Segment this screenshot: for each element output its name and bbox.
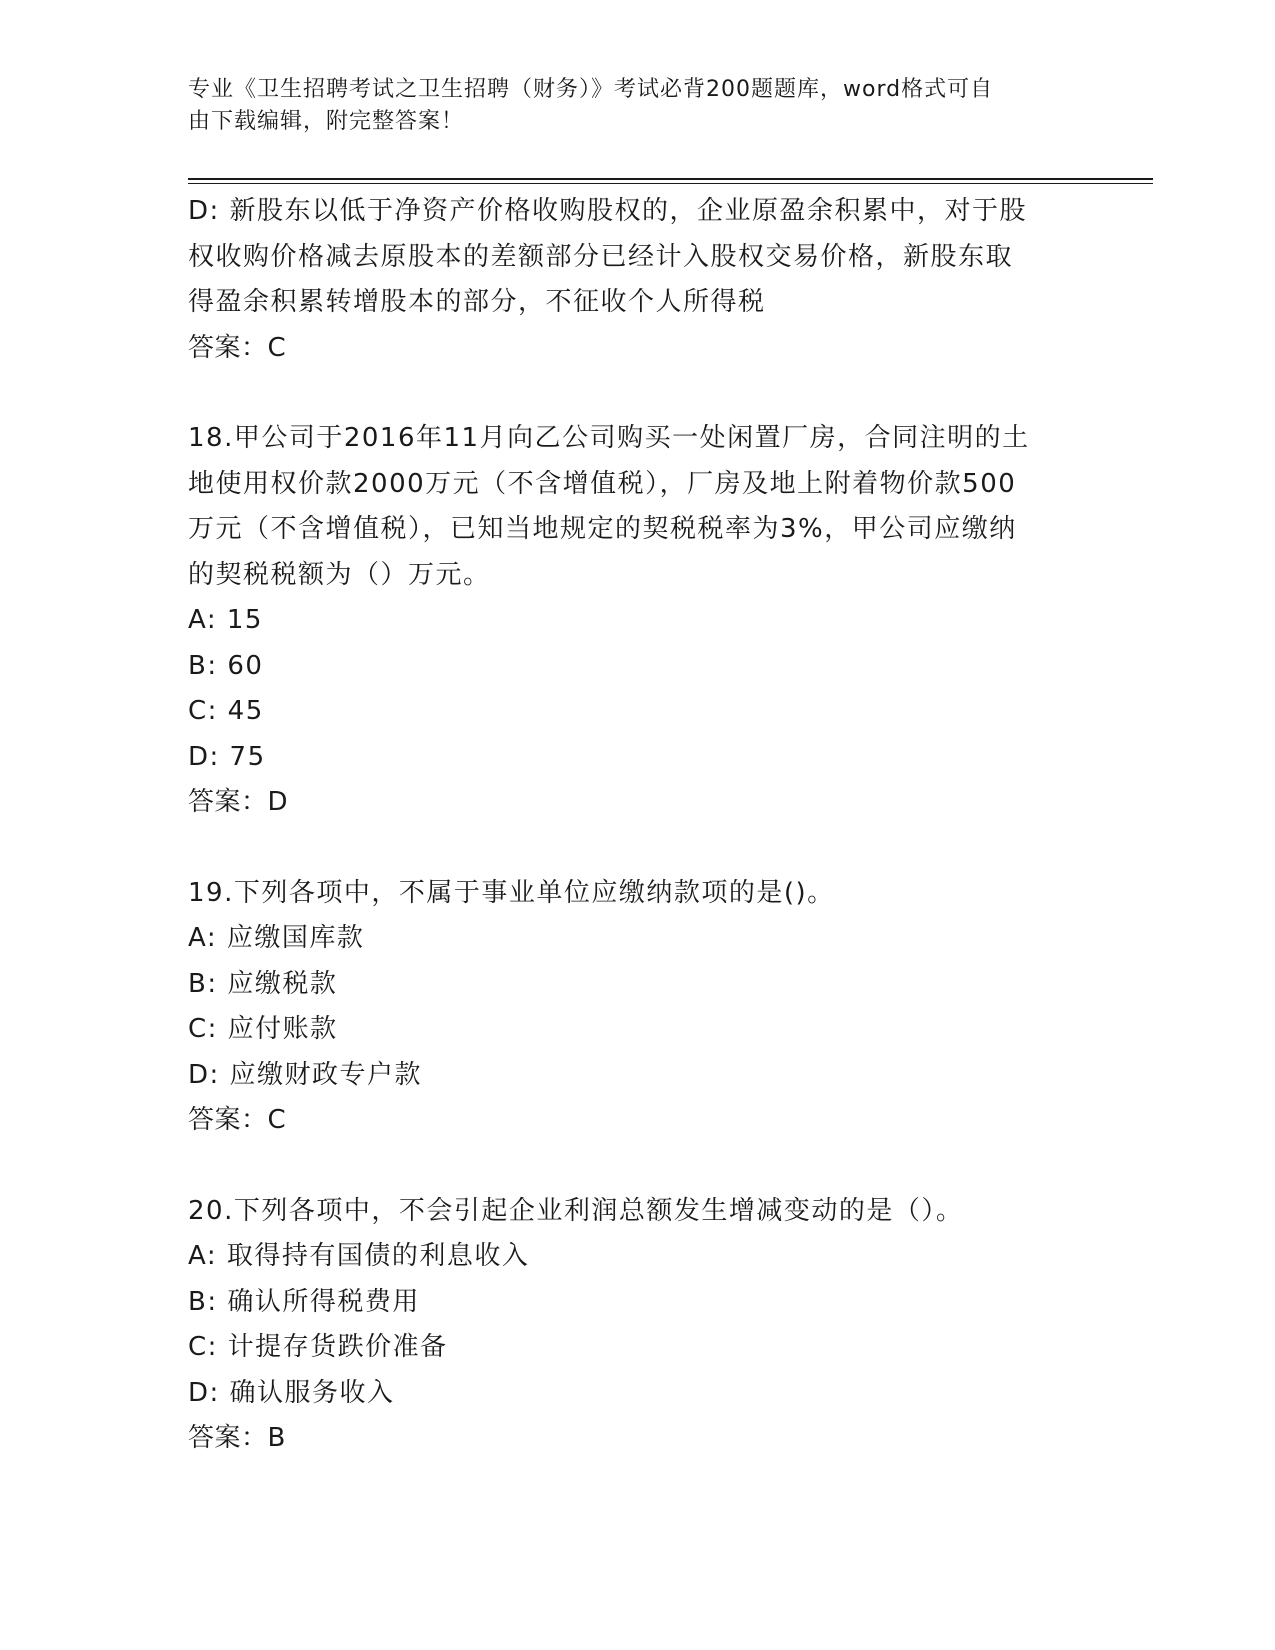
question-stem-line: 地使用权价款2000万元（不含增值税），厂房及地上附着物价款500 — [188, 468, 1017, 499]
question-stem-line: 19.下列各项中，不属于事业单位应缴纳款项的是()。 — [188, 877, 835, 908]
question-19 — [188, 871, 1088, 1144]
answer-line: 答案：C — [188, 1105, 287, 1135]
option-c: C: 应付账款 — [188, 1014, 338, 1044]
option-a: A: 15 — [188, 605, 263, 635]
spacer — [188, 826, 1088, 871]
option-c: C: 45 — [188, 696, 264, 726]
answer-line: 答案：C — [188, 332, 287, 363]
document-body — [188, 189, 1088, 1462]
option-b: B: 确认所得税费用 — [188, 1286, 420, 1317]
option-d-line: D: 新股东以低于净资产价格收购股权的，企业原盈余积累中，对于股 — [188, 196, 1028, 226]
option-a: A: 取得持有国债的利息收入 — [188, 1241, 530, 1271]
question-18 — [188, 416, 1088, 826]
option-d-line: 得盈余积累转增股本的部分，不征收个人所得税 — [188, 287, 766, 317]
spacer — [188, 1144, 1088, 1189]
question-stem-line: 的契税税额为（）万元。 — [188, 559, 491, 590]
option-d: D: 75 — [188, 741, 266, 772]
question-stem-line: 万元（不含增值税），已知当地规定的契税税率为3%，甲公司应缴纳 — [188, 514, 1017, 544]
header-divider-thin — [188, 183, 1153, 184]
option-b: B: 60 — [188, 650, 264, 681]
option-b: B: 应缴税款 — [188, 968, 338, 999]
option-c: C: 计提存货跌价准备 — [188, 1332, 448, 1362]
option-d-line: 权收购价格减去原股本的差额部分已经计入股权交易价格，新股东取 — [188, 241, 1014, 272]
answer-line: 答案：D — [188, 787, 289, 817]
header-divider-thick — [188, 178, 1153, 180]
header-line-2: 由下载编辑，附完整答案！ — [188, 109, 465, 134]
document-header — [188, 74, 1068, 138]
question-20 — [188, 1189, 1088, 1462]
previous-question-tail — [188, 189, 1088, 371]
spacer — [188, 371, 1088, 416]
answer-line: 答案：B — [188, 1423, 286, 1453]
option-d: D: 确认服务收入 — [188, 1377, 395, 1408]
option-d: D: 应缴财政专户款 — [188, 1059, 423, 1090]
option-a: A: 应缴国库款 — [188, 923, 365, 953]
header-line-1: 专业《卫生招聘考试之卫生招聘（财务）》考试必背200题题库，word格式可自 — [188, 77, 994, 102]
question-stem-line: 20.下列各项中，不会引起企业利润总额发生增减变动的是（）。 — [188, 1195, 964, 1226]
question-stem-line: 18.甲公司于2016年11月向乙公司购买一处闲置厂房，合同注明的土 — [188, 423, 1030, 453]
